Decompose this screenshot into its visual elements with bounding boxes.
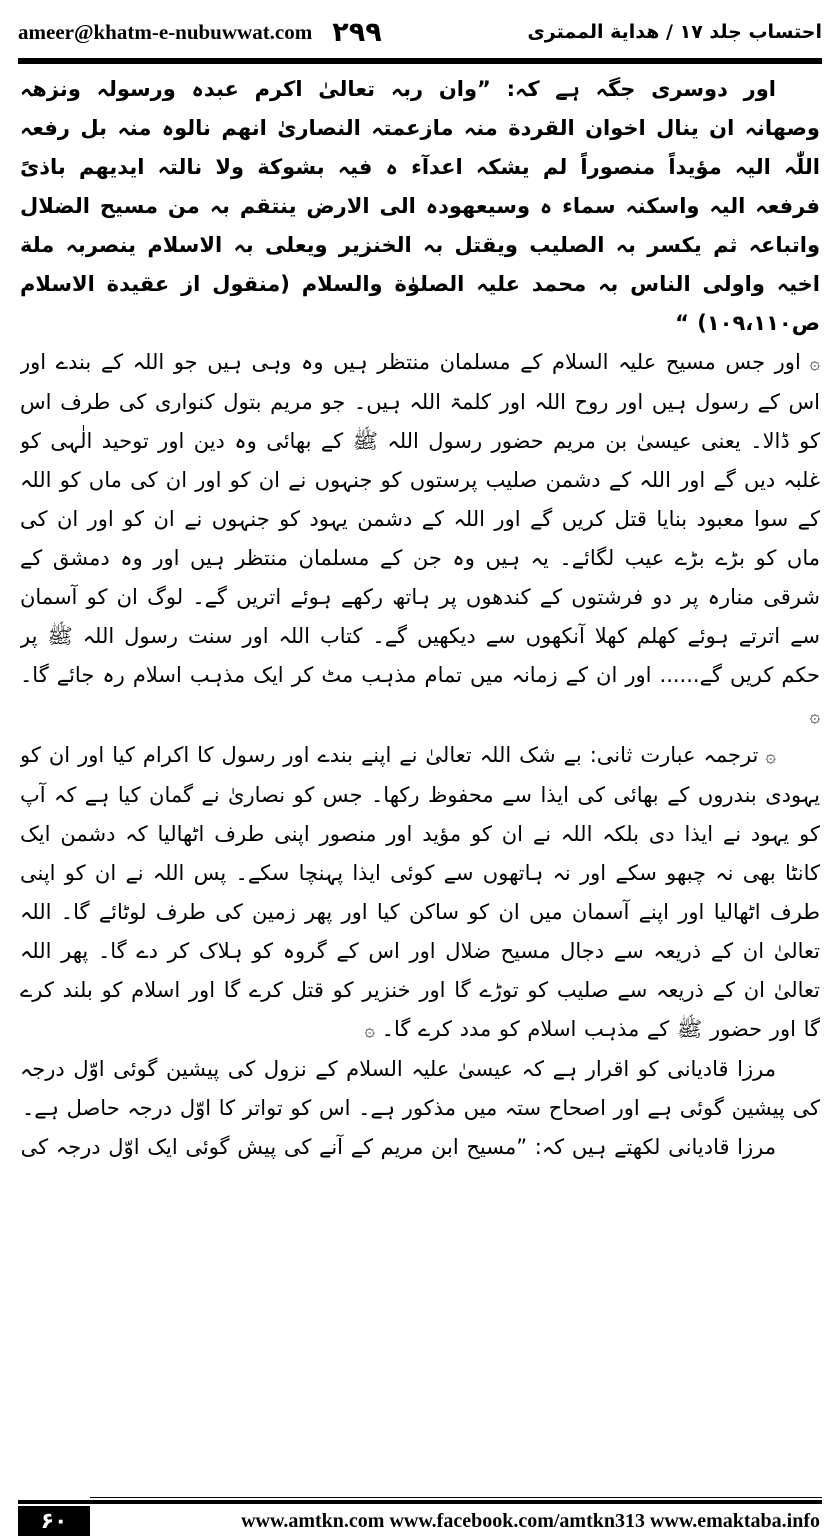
ornament-icon: ۞ [809,706,820,727]
page-footer [18,1506,822,1536]
header-book-title: احتساب جلد ۱۷ / هداية الممترى [527,21,822,43]
paragraph-arabic-quote: اور دوسری جگہ ہے کہ: ”وان ربہ تعالیٰ اکرم عبدہ ورسولہ ونزھہ وصھانہ ان ینال اخوان القردة منہ مازعمتہ النصاریٰ انھم نالوہ منہ بل رفعہ اللّٰہ الیہ مؤیداً منصوراً لم یشکہ اعدآء ہ فیہ بشوکة ولا نالتہ ایدیھم باذیً فرفعہ الیہ واسکنہ سماء ہ وسیعھودہ الی الارض ینتقم بہ من مسیح الضلال واتباعہ ثم یکسر بہ الصلیب ویقتل بہ الخنزیر ویعلی بہ الاسلام ینصربہ ملة اخیہ واولی الناس بہ محمد علیہ الصلوٰة والسلام (منقول از عقیدة الاسلام ص۱۰۹،۱۱۰) “ [20,77,820,335]
paragraph-translation-2 [20,736,820,1050]
footer-divider [18,1500,822,1504]
header-divider [18,58,822,64]
ornament-icon: ۞ [800,353,820,374]
paragraph-urdu-translation-1-text: اور جس مسیح علیہ السلام کے مسلمان منتظر ہیں وہ وہی ہیں جو اللہ کے بندے اور اس کے رسول ہیں اور روح اللہ اور کلمۃ اللہ ہیں۔ جو مریم بتول کنواری کی طرف اس کو ڈالا۔ یعنی عیسیٰ بن مریم حضور رسول اللہ ﷺ کے بھائی وہ دین اور توحید الٰہی کو غلبہ دیں گے اور اللہ کے دشمن صلیب پرستوں کو جنہوں نے ان کو اور ان کی ماں کو اللہ کے سوا معبود بنایا قتل کریں گے اور اللہ کے دشمن یہود کو جنہوں نے ان کو اور ان کی ماں کو بڑے بڑے عیب لگائے۔ یہ ہیں وہ جن کے مسلمان منتظر ہیں اور وہ دمشق کے شرقی منارہ پر دو فرشتوں کے کندھوں پر ہاتھ رکھے ہوئے اتریں گے۔ لوگ ان کو آسمان سے اترتے ہوئے کھلم کھلا آنکھوں سے دیکھیں گے۔ کتاب اللہ اور سنت رسول اللہ ﷺ پر حکم کریں گے...... اور ان کے زمانہ میں تمام مذہب مٹ کر ایک مذہب اسلام رہ جائے گا۔ [20,350,820,687]
page-body [20,70,820,1430]
translation-heading: ترجمہ عبارت ثانی: [589,743,759,767]
footer-thin-divider [90,1497,822,1498]
footer-page-badge: ۶۰ [18,1506,90,1536]
paragraph-translation-2-text: بے شک اللہ تعالیٰ نے اپنے بندے اور رسول کا اکرام کیا اور ان کو یہودی بندروں کے بھائی کی ایذا سے محفوظ رکھا۔ جس کو نصاریٰ نے گمان کیا ہے کہ آپ کو یہود نے ایذا دی بلکہ اللہ نے ان کو مؤید اور منصور اپنی طرف اٹھالیا کہ دشمن ایک کانٹا بھی نہ چبھو سکے اور نہ ہاتھوں سے کوئی ایذا پہنچا سکے۔ پس اللہ نے ان کو اپنی طرف اٹھالیا اور اپنے آسمان میں ان کو ساکن کیا اور پھر زمین کی طرف لوٹائے گا۔ اللہ تعالیٰ ان کے ذریعہ سے دجال مسیح ضلال اور اس کے گروہ کو ہلاک کر دے گا۔ پھر اللہ تعالیٰ ان کے ذریعہ سے صلیب کو توڑے گا اور خنزیر کو قتل کرے گا اور اسلام کو بلند کرے گا اور حضور ﷺ کے مذہب اسلام کو مدد کرے گا۔ [20,743,820,1041]
footer-links: www.amtkn.com www.facebook.com/amtkn313 www.emaktaba.info [241,1509,820,1532]
paragraph-urdu-translation-1 [20,343,820,736]
paragraph-mirza-1: مرزا قادیانی کو اقرار ہے کہ عیسیٰ علیہ السلام کے نزول کی پیشین گوئی اوّل درجہ کی پیشین گوئی ہے اور اصحاح ستہ میں مذکور ہے۔ اس کو تواتر کا اوّل درجہ حاصل ہے۔ [20,1057,820,1120]
paragraph-mirza-2: مرزا قادیانی لکھتے ہیں کہ: ”مسیح ابن مریم کے آنے کی پیش گوئی ایک اوّل درجہ کی [20,1135,776,1159]
ornament-icon: ۞ [758,746,776,767]
header-page-number: ۲۹۹ [332,16,382,48]
page-header [18,14,822,50]
header-email: ameer@khatm-e-nubuwwat.com [18,19,313,44]
ornament-icon: ۞ [364,1020,382,1041]
header-left-group [18,17,382,48]
